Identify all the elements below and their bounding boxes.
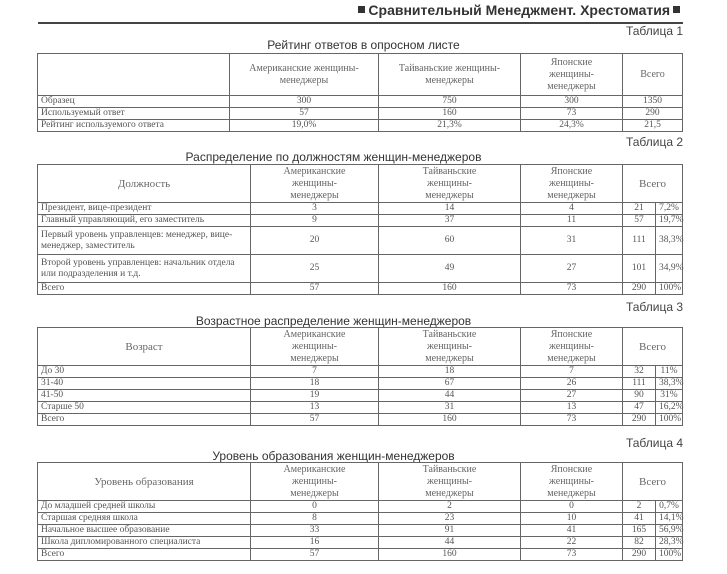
cell: 22 bbox=[521, 537, 623, 549]
cell: 57 bbox=[251, 549, 379, 561]
cell: 13 bbox=[251, 402, 379, 414]
cell: 13 bbox=[521, 402, 623, 414]
cell: 57 bbox=[623, 215, 656, 227]
table-row bbox=[38, 227, 683, 255]
cell: 21,5 bbox=[623, 120, 683, 132]
table-row bbox=[38, 215, 683, 227]
table-row bbox=[38, 414, 683, 426]
table-row bbox=[38, 366, 683, 378]
column-header: Всего bbox=[623, 165, 683, 203]
table-row bbox=[38, 203, 683, 215]
table-title: Уровень образования женщин-менеджеров bbox=[212, 449, 455, 463]
cell: 27 bbox=[521, 390, 623, 402]
cell: 290 bbox=[623, 549, 656, 561]
cell: 26 bbox=[521, 378, 623, 390]
column-header: Уровень образования bbox=[38, 463, 251, 501]
table-row bbox=[38, 402, 683, 414]
cell: 56,9% bbox=[656, 525, 683, 537]
table-row bbox=[38, 108, 683, 120]
column-header: Американские женщины-менеджеры bbox=[251, 328, 379, 366]
cell: 19 bbox=[251, 390, 379, 402]
column-header: Возраст bbox=[38, 328, 251, 366]
cell: 82 bbox=[623, 537, 656, 549]
cell: 91 bbox=[379, 525, 521, 537]
row-label: Старшая средняя школа bbox=[38, 513, 251, 525]
cell: 0,7% bbox=[656, 501, 683, 513]
cell: 7,2% bbox=[656, 203, 683, 215]
cell: 3 bbox=[251, 203, 379, 215]
cell: 31% bbox=[656, 390, 683, 402]
cell: 31 bbox=[379, 402, 521, 414]
row-label: Начальное высшее образование bbox=[38, 525, 251, 537]
cell: 27 bbox=[521, 255, 623, 283]
cell: 67 bbox=[379, 378, 521, 390]
cell: 101 bbox=[623, 255, 656, 283]
table-row bbox=[38, 537, 683, 549]
cell: 11% bbox=[656, 366, 683, 378]
row-label: Школа дипломированного специалиста bbox=[38, 537, 251, 549]
cell: 300 bbox=[230, 96, 379, 108]
column-header: Тайваньские женщины-менеджеры bbox=[379, 54, 521, 96]
cell: 100% bbox=[656, 414, 683, 426]
cell: 160 bbox=[379, 414, 521, 426]
cell: 160 bbox=[379, 108, 521, 120]
row-label: Образец bbox=[38, 96, 230, 108]
cell: 21 bbox=[623, 203, 656, 215]
cell: 57 bbox=[251, 283, 379, 295]
square-bullet-icon bbox=[673, 6, 680, 13]
table-row bbox=[38, 549, 683, 561]
table-row bbox=[38, 255, 683, 283]
cell: 73 bbox=[521, 108, 623, 120]
column-header: Всего bbox=[623, 328, 683, 366]
column-header: Тайваньские женщины-менеджеры bbox=[379, 463, 521, 501]
cell: 41 bbox=[521, 525, 623, 537]
cell: 60 bbox=[379, 227, 521, 255]
cell: 16,2% bbox=[656, 402, 683, 414]
table-row bbox=[38, 378, 683, 390]
row-label: 41-50 bbox=[38, 390, 251, 402]
table-row bbox=[38, 390, 683, 402]
table-number: Таблица 1 bbox=[625, 24, 683, 38]
column-header: Американские женщины-менеджеры bbox=[251, 463, 379, 501]
table-number: Таблица 3 bbox=[625, 300, 683, 314]
table-row bbox=[38, 96, 683, 108]
column-header bbox=[38, 54, 230, 96]
column-header: Всего bbox=[623, 54, 683, 96]
row-label: Рейтинг используемого ответа bbox=[38, 120, 230, 132]
table-education bbox=[37, 462, 683, 561]
cell: 38,3% bbox=[656, 378, 683, 390]
table-positions bbox=[37, 164, 683, 295]
cell: 160 bbox=[379, 549, 521, 561]
column-header: Японские женщины-менеджеры bbox=[521, 463, 623, 501]
cell: 9 bbox=[251, 215, 379, 227]
row-label: Президент, вице-президент bbox=[38, 203, 251, 215]
cell: 18 bbox=[251, 378, 379, 390]
cell: 11 bbox=[521, 215, 623, 227]
cell: 100% bbox=[656, 283, 683, 295]
cell: 165 bbox=[623, 525, 656, 537]
cell: 34,9% bbox=[656, 255, 683, 283]
column-header: Должность bbox=[38, 165, 251, 203]
cell: 0 bbox=[521, 501, 623, 513]
column-header: Всего bbox=[623, 463, 683, 501]
row-label: Главный управляющий, его заместитель bbox=[38, 215, 251, 227]
cell: 90 bbox=[623, 390, 656, 402]
row-label: Второй уровень управленцев: начальник отдела или подразделения и т.д. bbox=[38, 255, 251, 283]
column-header: Японские женщины-менеджеры bbox=[521, 328, 623, 366]
cell: 73 bbox=[521, 414, 623, 426]
table-number: Таблица 4 bbox=[625, 436, 683, 450]
cell: 1350 bbox=[623, 96, 683, 108]
cell: 44 bbox=[379, 390, 521, 402]
cell: 10 bbox=[521, 513, 623, 525]
table-title: Рейтинг ответов в опросном листе bbox=[267, 38, 460, 52]
row-label: До младшей средней школы bbox=[38, 501, 251, 513]
cell: 290 bbox=[623, 108, 683, 120]
cell: 57 bbox=[230, 108, 379, 120]
column-header: Тайваньские женщины-менеджеры bbox=[379, 165, 521, 203]
row-label: До 30 bbox=[38, 366, 251, 378]
row-label: Всего bbox=[38, 283, 251, 295]
table-title: Возрастное распределение женщин-менеджеров bbox=[195, 314, 472, 328]
table-row bbox=[38, 525, 683, 537]
row-label: Первый уровень управленцев: менеджер, вице-менеджер, заместитель bbox=[38, 227, 251, 255]
table-row bbox=[38, 501, 683, 513]
cell: 2 bbox=[379, 501, 521, 513]
cell: 44 bbox=[379, 537, 521, 549]
cell: 4 bbox=[521, 203, 623, 215]
row-label: Всего bbox=[38, 414, 251, 426]
cell: 14,1% bbox=[656, 513, 683, 525]
cell: 31 bbox=[521, 227, 623, 255]
cell: 41 bbox=[623, 513, 656, 525]
cell: 16 bbox=[251, 537, 379, 549]
table-row bbox=[38, 120, 683, 132]
cell: 49 bbox=[379, 255, 521, 283]
cell: 2 bbox=[623, 501, 656, 513]
cell: 160 bbox=[379, 283, 521, 295]
column-header: Американские женщины-менеджеры bbox=[230, 54, 379, 96]
cell: 33 bbox=[251, 525, 379, 537]
cell: 0 bbox=[251, 501, 379, 513]
cell: 111 bbox=[623, 378, 656, 390]
cell: 28,3% bbox=[656, 537, 683, 549]
cell: 24,3% bbox=[521, 120, 623, 132]
row-label: 31-40 bbox=[38, 378, 251, 390]
table-response-rating bbox=[37, 53, 683, 132]
column-header: Японские женщины-менеджеры bbox=[521, 54, 623, 96]
table-row bbox=[38, 513, 683, 525]
cell: 7 bbox=[251, 366, 379, 378]
cell: 19,0% bbox=[230, 120, 379, 132]
page-header bbox=[38, 0, 683, 24]
column-header: Американские женщины-менеджеры bbox=[251, 165, 379, 203]
cell: 57 bbox=[251, 414, 379, 426]
cell: 7 bbox=[521, 366, 623, 378]
cell: 23 bbox=[379, 513, 521, 525]
table-title: Распределение по должностям женщин-менеджеров bbox=[185, 150, 482, 164]
table-age bbox=[37, 327, 683, 426]
cell: 18 bbox=[379, 366, 521, 378]
table-row bbox=[38, 283, 683, 295]
column-header: Японские женщины-менеджеры bbox=[521, 165, 623, 203]
cell: 300 bbox=[521, 96, 623, 108]
cell: 73 bbox=[521, 549, 623, 561]
row-label: Всего bbox=[38, 549, 251, 561]
cell: 8 bbox=[251, 513, 379, 525]
cell: 21,3% bbox=[379, 120, 521, 132]
cell: 100% bbox=[656, 549, 683, 561]
cell: 750 bbox=[379, 96, 521, 108]
row-label: Старше 50 bbox=[38, 402, 251, 414]
cell: 38,3% bbox=[656, 227, 683, 255]
table-number: Таблица 2 bbox=[625, 135, 683, 149]
cell: 14 bbox=[379, 203, 521, 215]
column-header: Тайваньские женщины-менеджеры bbox=[379, 328, 521, 366]
book-title: Сравнительный Менеджмент. Хрестоматия bbox=[355, 2, 683, 18]
cell: 32 bbox=[623, 366, 656, 378]
cell: 19,7% bbox=[656, 215, 683, 227]
cell: 37 bbox=[379, 215, 521, 227]
cell: 20 bbox=[251, 227, 379, 255]
cell: 111 bbox=[623, 227, 656, 255]
cell: 47 bbox=[623, 402, 656, 414]
cell: 73 bbox=[521, 283, 623, 295]
cell: 290 bbox=[623, 283, 656, 295]
square-bullet-icon bbox=[358, 6, 365, 13]
cell: 290 bbox=[623, 414, 656, 426]
row-label: Используемый ответ bbox=[38, 108, 230, 120]
cell: 25 bbox=[251, 255, 379, 283]
